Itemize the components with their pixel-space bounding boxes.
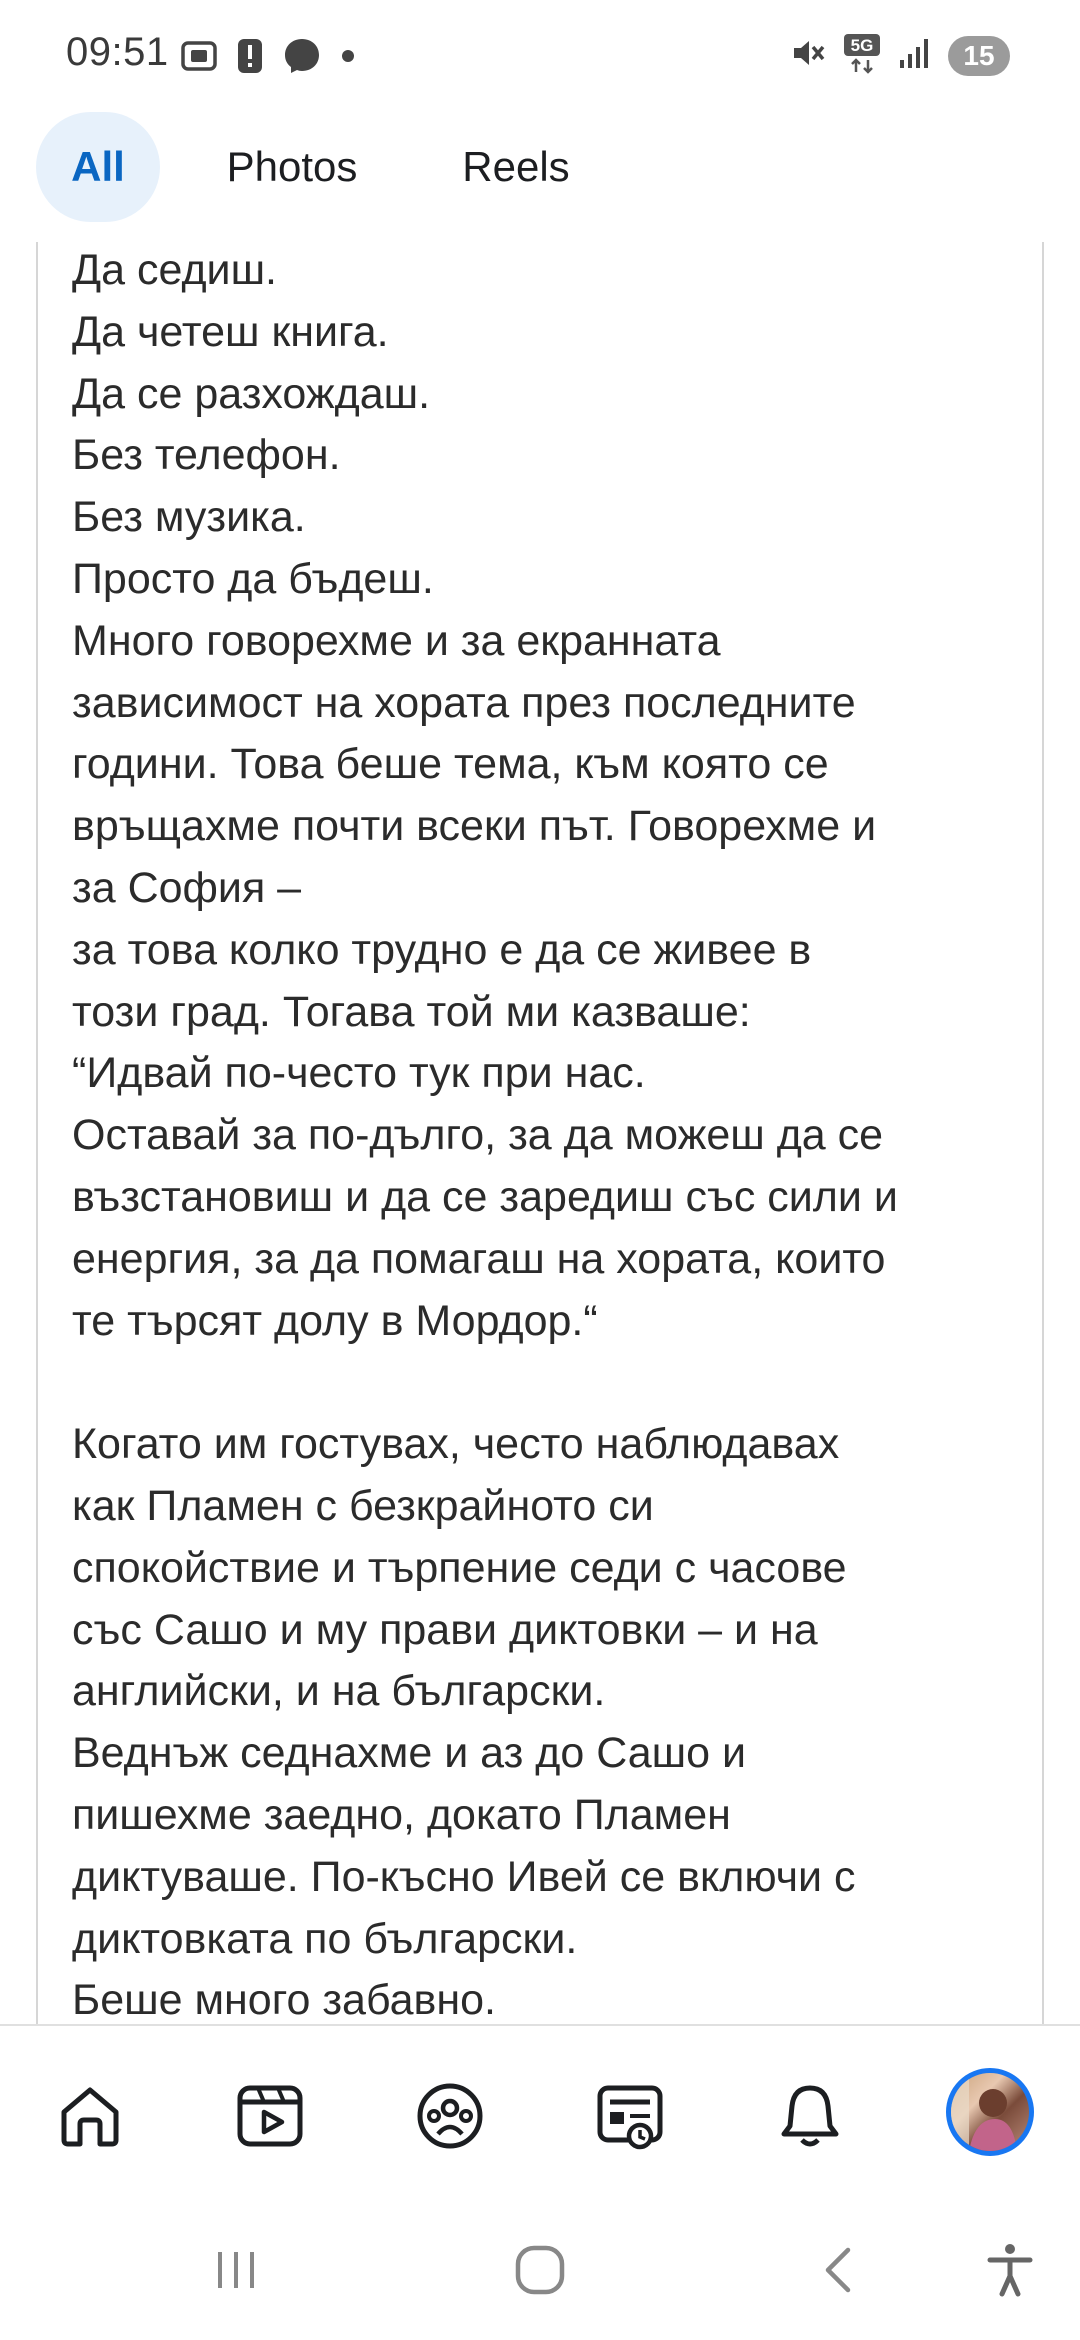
messenger-icon xyxy=(282,36,322,81)
post-line: английски, и на български. xyxy=(72,1667,606,1716)
groups-icon[interactable] xyxy=(410,2076,490,2156)
post-line: Веднъж седнахме и аз до Сашо и xyxy=(72,1729,747,1778)
mute-icon xyxy=(790,35,826,76)
post-line: години. Това беше тема, към която се xyxy=(72,740,829,789)
post-line: как Пламен с безкрайното си xyxy=(72,1481,654,1530)
status-left-icons xyxy=(180,36,356,81)
signal-icon xyxy=(898,36,932,75)
post-line: връщахме почти всеки път. Говорехме и xyxy=(72,802,877,851)
dot-icon xyxy=(340,48,356,69)
post-line: те търсят долу в Мордор.“ xyxy=(72,1296,598,1345)
post-line: Просто да бъдеш. xyxy=(72,554,434,603)
post-line: Много говорехме и за екранната xyxy=(72,616,721,665)
post-line: Без музика. xyxy=(72,493,306,542)
home-button[interactable] xyxy=(500,2230,580,2310)
tab-all[interactable]: All xyxy=(36,112,160,222)
post-line: възстановиш и да се заредиш със сили и xyxy=(72,1172,898,1221)
post-line: диктуваше. По-късно Ивей се включи с xyxy=(72,1852,856,1901)
post-line: енергия, за да помагаш на хората, които xyxy=(72,1234,886,1283)
profile-avatar[interactable] xyxy=(946,2068,1034,2156)
accessibility-button[interactable] xyxy=(970,2230,1050,2310)
post-line: Когато им гостувах, често наблюдавах xyxy=(72,1420,840,1469)
paragraph-gap xyxy=(72,1352,1032,1414)
tab-photos[interactable]: Photos xyxy=(226,143,358,190)
screenshot-icon xyxy=(180,38,218,79)
post-line: “Идвай по-често тук при нас. xyxy=(72,1049,646,1098)
network-label: 5G xyxy=(850,36,874,55)
status-right-icons xyxy=(790,32,1010,79)
status-time: 09:51 xyxy=(66,30,169,74)
video-icon[interactable] xyxy=(230,2076,310,2156)
post-line: Без телефон. xyxy=(72,431,341,480)
post-line: този град. Тогава той ми казваше: xyxy=(72,987,751,1036)
post-line: зависимост на хората през последните xyxy=(72,678,856,727)
status-bar xyxy=(0,0,1080,110)
news-feed-icon[interactable] xyxy=(590,2076,670,2156)
post-line: спокойствие и търпение седи с часове xyxy=(72,1543,847,1592)
post-line: Да се разхождаш. xyxy=(72,369,431,418)
battery-indicator: 15 xyxy=(948,36,1010,76)
post-line: Да четеш книга. xyxy=(72,307,389,356)
post-line: диктовката по български. xyxy=(72,1914,578,1963)
post-line: за това колко трудно е да се живее в xyxy=(72,925,812,974)
post-line: пишехме заедно, докато Пламен xyxy=(72,1790,731,1839)
post-line: Беше много забавно. xyxy=(72,1976,496,2024)
filter-tabs xyxy=(0,112,1080,232)
back-button[interactable] xyxy=(800,2230,880,2310)
recents-button[interactable] xyxy=(196,2230,276,2310)
post-line: Оставай за по-дълго, за да можеш да се xyxy=(72,1111,884,1160)
post-line: за София – xyxy=(72,863,302,912)
bottom-navigation xyxy=(0,2024,1080,2200)
system-navigation xyxy=(0,2200,1080,2340)
post-line: със Сашо и му прави диктовки – и на xyxy=(72,1605,818,1654)
post-line: Да седиш. xyxy=(72,246,278,294)
notifications-icon[interactable] xyxy=(770,2076,850,2156)
5g-icon xyxy=(842,32,882,79)
post-text xyxy=(72,242,1032,2024)
tab-reels[interactable]: Reels xyxy=(462,143,570,190)
alert-icon xyxy=(236,37,264,80)
home-icon[interactable] xyxy=(50,2076,130,2156)
post-content[interactable] xyxy=(0,242,1080,2024)
